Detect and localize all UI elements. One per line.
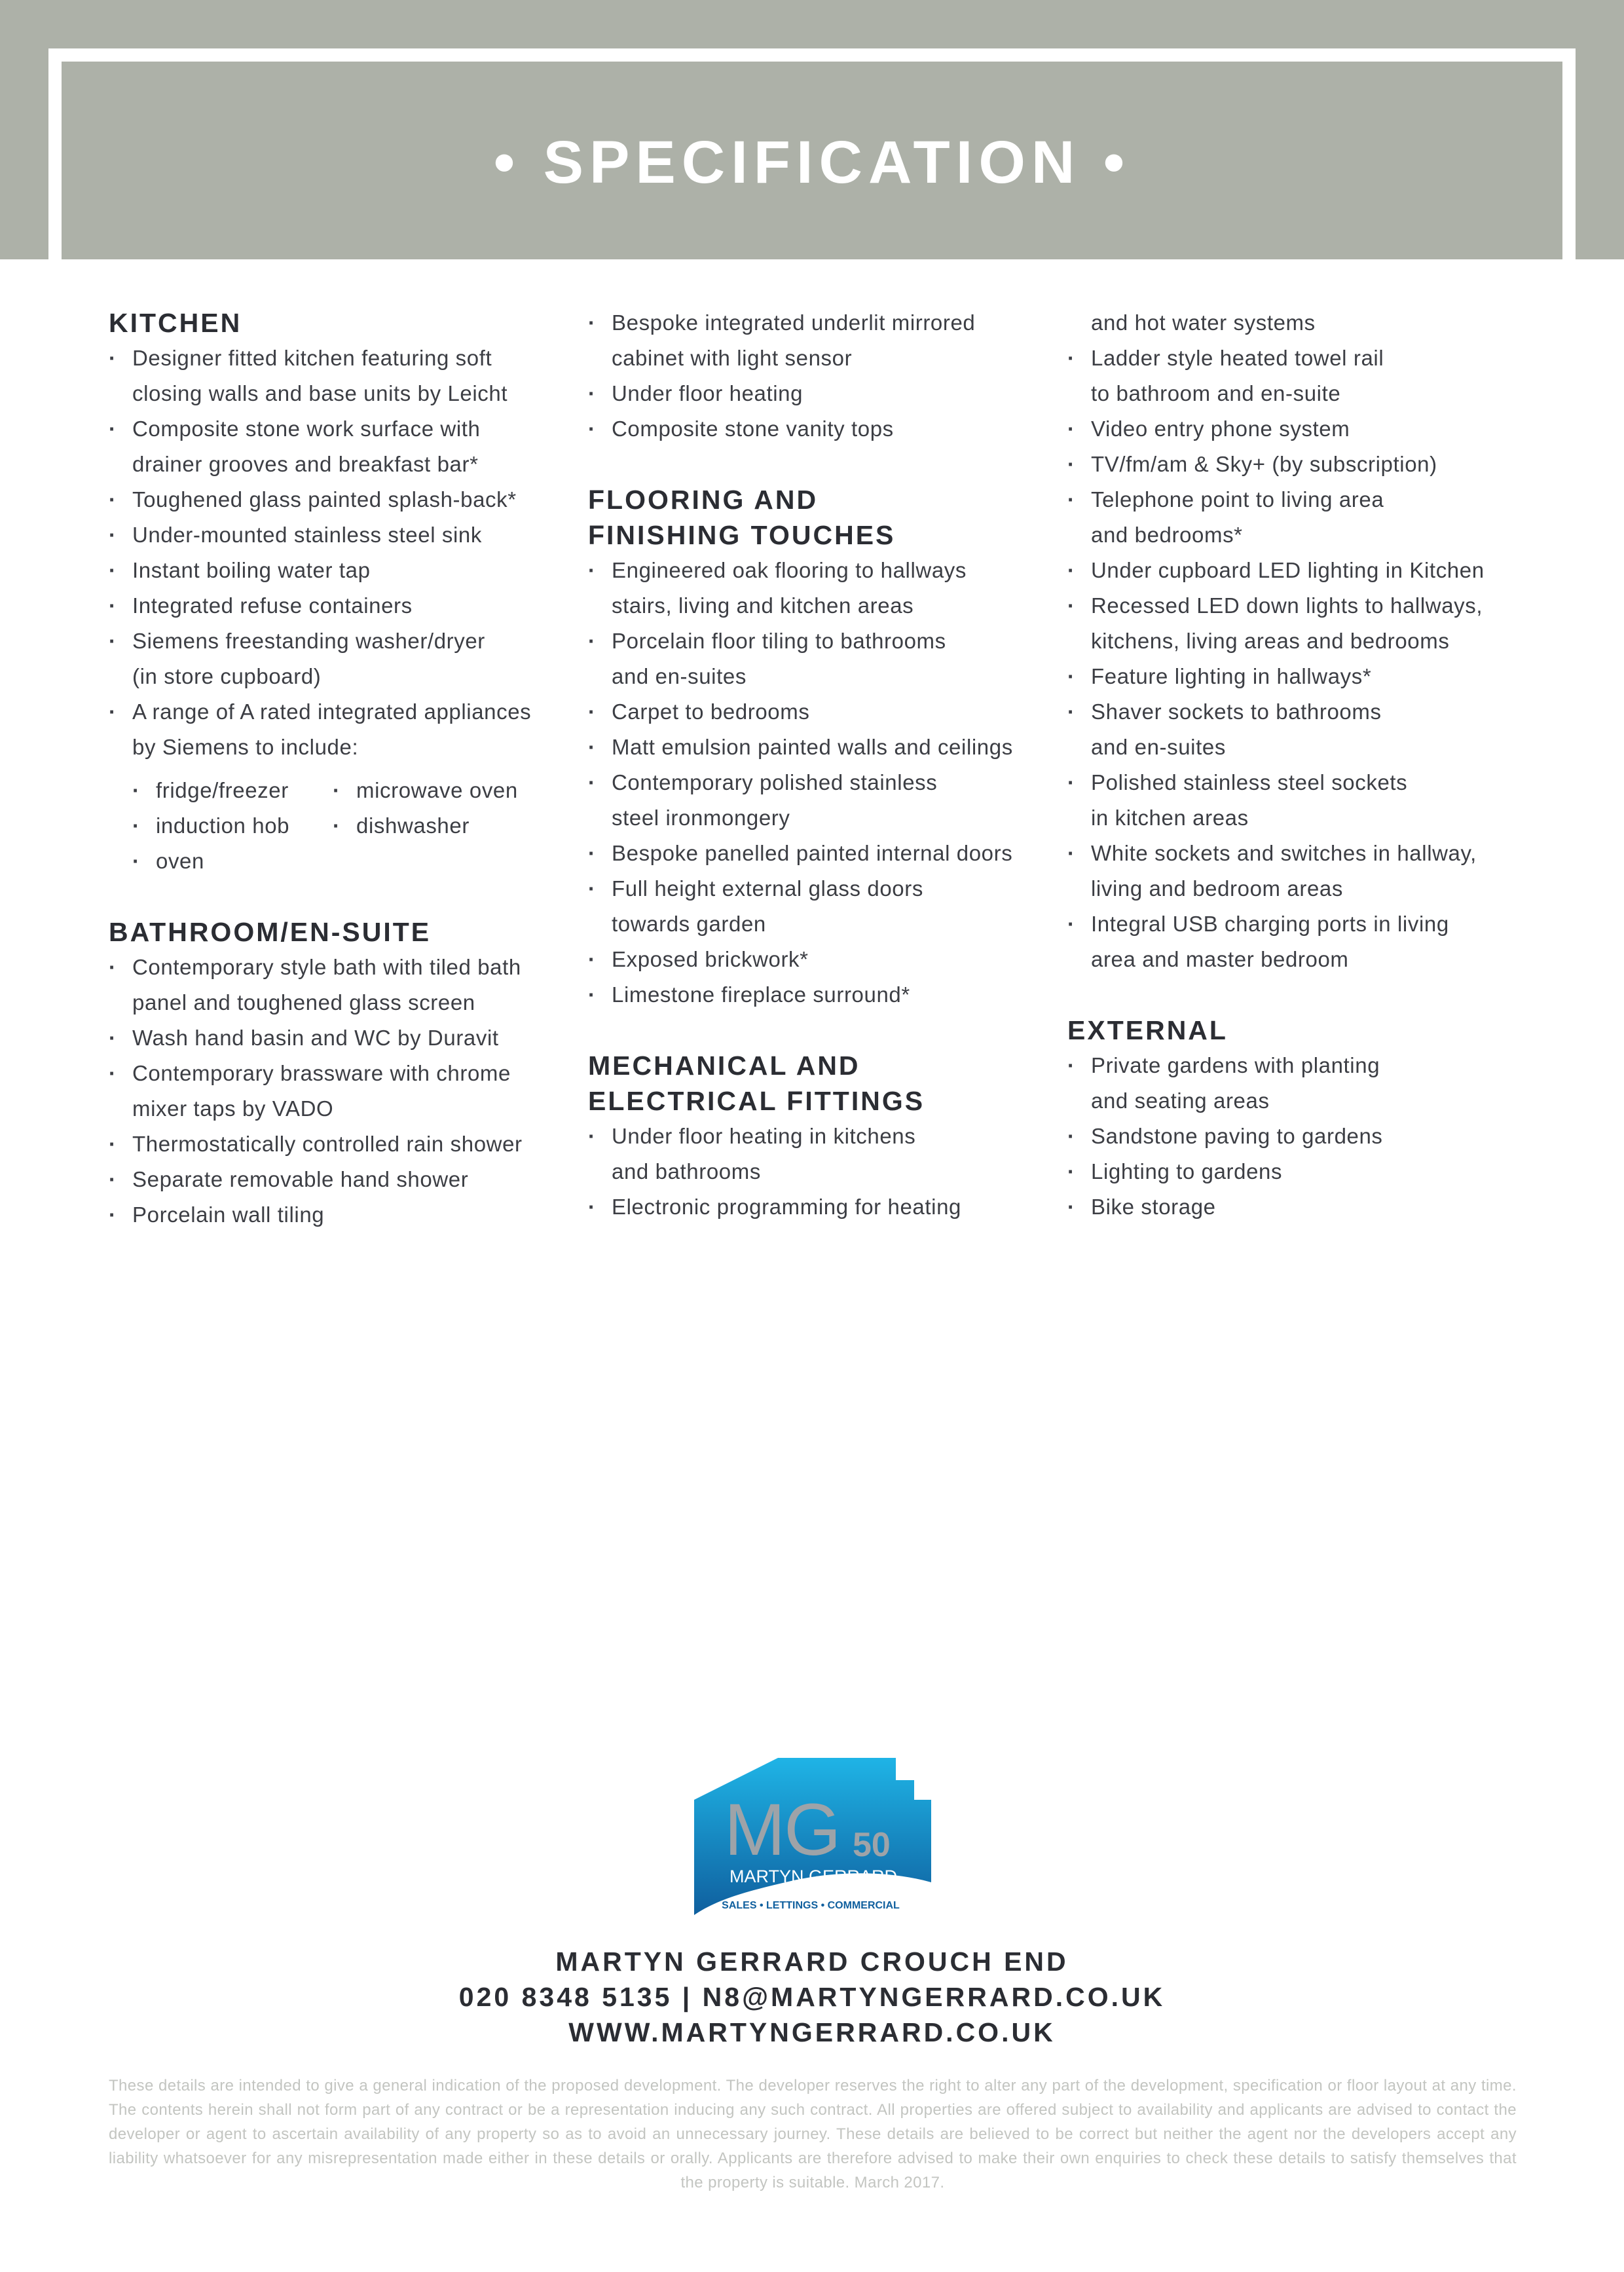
list-item-continuation: area and master bedroom (1091, 947, 1349, 971)
martyn-gerrard-logo (693, 1758, 931, 1918)
list-item-continuation: closing walls and base units by Leicht (132, 381, 508, 405)
list-item-continuation: mixer taps by VADO (132, 1096, 334, 1121)
list-item: · Designer fitted kitchen featuring soft (109, 341, 567, 376)
list-item: · Toughened glass painted splash-back* (109, 482, 567, 517)
mechanical-list-continued (1067, 305, 1526, 977)
section-title-line: FLOORING AND (588, 485, 819, 515)
list-item: · A range of A rated integrated appliances (109, 694, 567, 730)
list-item-continuation: cabinet with light sensor (612, 346, 853, 370)
list-item: · Recessed LED down lights to hallways, (1067, 588, 1526, 624)
appliance-item: · induction hob (132, 808, 333, 844)
list-item: · Polished stainless steel sockets (1067, 765, 1526, 800)
contact-phone-email: 020 8348 5135 | N8@MARTYNGERRARD.CO.UK (458, 1982, 1166, 2012)
appliance-item: · fridge/freezer (132, 773, 333, 808)
column-3 (1067, 305, 1526, 1225)
appliance-list (132, 773, 567, 879)
list-item: · Private gardens with planting (1067, 1048, 1526, 1083)
list-item: · Instant boiling water tap (109, 553, 567, 588)
list-item: · Under-mounted stainless steel sink (109, 517, 567, 553)
list-item-continuation: panel and toughened glass screen (132, 990, 475, 1015)
list-item: · Wash hand basin and WC by Duravit (109, 1020, 567, 1056)
list-item-continuation: and bedrooms* (1091, 523, 1243, 547)
list-item: · Feature lighting in hallways* (1067, 659, 1526, 694)
appliance-item: · microwave oven (333, 773, 529, 808)
list-item-continuation: and seating areas (1091, 1089, 1270, 1113)
list-item: · Porcelain wall tiling (109, 1197, 567, 1233)
list-item-continuation: drainer grooves and breakfast bar* (132, 452, 479, 476)
page-title: • SPECIFICATION • (493, 129, 1131, 196)
list-item: · TV/fm/am & Sky+ (by subscription) (1067, 447, 1526, 482)
bathroom-list (109, 950, 567, 1233)
appliance-item: · oven (132, 844, 333, 879)
mechanical-list (588, 1119, 1046, 1225)
kitchen-list (109, 341, 567, 765)
list-item: · Exposed brickwork* (588, 942, 1046, 977)
list-item: · Limestone fireplace surround* (588, 977, 1046, 1013)
list-item: · Under cupboard LED lighting in Kitchen (1067, 553, 1526, 588)
list-item-continuation: by Siemens to include: (132, 735, 359, 759)
logo-monogram: MG (724, 1789, 840, 1871)
list-item: · Contemporary polished stainless (588, 765, 1046, 800)
list-item-continuation: steel ironmongery (612, 806, 790, 830)
section-title-external: EXTERNAL (1067, 1015, 1228, 1045)
section-gap (109, 879, 567, 914)
section-title-line: FINISHING TOUCHES (588, 520, 896, 550)
list-item: · White sockets and switches in hallway, (1067, 836, 1526, 871)
list-item: · Composite stone vanity tops (588, 411, 1046, 447)
section-title-mechanical (588, 1048, 1046, 1119)
list-item: · Lighting to gardens (1067, 1154, 1526, 1189)
list-item: · Ladder style heated towel rail (1067, 341, 1526, 376)
column-1 (109, 305, 567, 1233)
list-item: · Electronic programming for heating (588, 1189, 1046, 1225)
list-item: · Under floor heating in kitchens (588, 1119, 1046, 1154)
header-banner (0, 0, 1624, 259)
list-item-continuation: and en-suites (1091, 735, 1226, 759)
contact-office: MARTYN GERRARD CROUCH END (555, 1946, 1069, 1977)
list-item-continuation: (in store cupboard) (132, 664, 322, 688)
section-title-kitchen: KITCHEN (109, 308, 242, 338)
logo-name: MARTYN GERRARD (729, 1867, 898, 1886)
list-item: · Telephone point to living area (1067, 482, 1526, 517)
bathroom-list-continued (588, 305, 1046, 447)
logo-number: 50 (853, 1826, 891, 1864)
disclaimer: These details are intended to give a general indication of the proposed development. The developer reserves the right to alter any part of the development, specification or floor layout at any time. The contents herein shall not form part of any contract or be a representation inducing any such contract. All properties are offered subject to availability and applicants are advised to contact the developer or agent to ascertain availability of any property so as to avoid an unnecessary journey. These details are believed to be correct but neither the agent nor the developers accept any liability whatsoever for any misrepresentation made either in these details or orally. Applicants are therefore advised to make their own enquiries to check these details to satisfy themselves that the property is suitable. March 2017. (109, 2077, 1517, 2191)
list-item: · Separate removable hand shower (109, 1162, 567, 1197)
list-item: · Porcelain floor tiling to bathrooms (588, 624, 1046, 659)
section-gap (588, 1013, 1046, 1048)
list-item: · Full height external glass doors (588, 871, 1046, 906)
list-item-continuation: stairs, living and kitchen areas (612, 593, 914, 618)
list-item: · Contemporary style bath with tiled bath (109, 950, 567, 985)
section-title-line: MECHANICAL AND (588, 1051, 860, 1081)
list-item: · Video entry phone system (1067, 411, 1526, 447)
list-item-continuation: to bathroom and en-suite (1091, 381, 1341, 405)
column-2 (588, 305, 1046, 1225)
flooring-list (588, 553, 1046, 1013)
list-item-continuation: and bathrooms (612, 1159, 761, 1183)
section-title-flooring (588, 482, 1046, 553)
list-item-continuation: in kitchen areas (1091, 806, 1249, 830)
list-item-continuation: towards garden (612, 912, 766, 936)
list-item-continuation: and hot water systems (1091, 310, 1316, 335)
list-item-continuation: and en-suites (612, 664, 747, 688)
list-item: · Shaver sockets to bathrooms (1067, 694, 1526, 730)
list-item: · Integrated refuse containers (109, 588, 567, 624)
section-gap (1067, 977, 1526, 1013)
logo-tagline: SALES • LETTINGS • COMMERCIAL (722, 1900, 900, 1911)
contact-website: WWW.MARTYNGERRARD.CO.UK (568, 2017, 1056, 2047)
list-item: · Carpet to bedrooms (588, 694, 1046, 730)
list-item: · Composite stone work surface with (109, 411, 567, 447)
list-item: · Engineered oak flooring to hallways (588, 553, 1046, 588)
list-item: · Bike storage (1067, 1189, 1526, 1225)
list-item: · Contemporary brassware with chrome (109, 1056, 567, 1091)
list-item: · Thermostatically controlled rain shower (109, 1127, 567, 1162)
list-item: · Sandstone paving to gardens (1067, 1119, 1526, 1154)
list-item: · Integral USB charging ports in living (1067, 906, 1526, 942)
list-item-continuation: kitchens, living areas and bedrooms (1091, 629, 1450, 653)
list-item-continuation: living and bedroom areas (1091, 876, 1343, 901)
list-item: · Matt emulsion painted walls and ceilings (588, 730, 1046, 765)
list-item: · Bespoke panelled painted internal doors (588, 836, 1046, 871)
list-item: · Under floor heating (588, 376, 1046, 411)
list-item: · Siemens freestanding washer/dryer (109, 624, 567, 659)
external-list (1067, 1048, 1526, 1225)
section-title-bathroom: BATHROOM/EN-SUITE (109, 917, 432, 947)
appliance-item: · dishwasher (333, 808, 529, 844)
section-gap (588, 447, 1046, 482)
section-title-line: ELECTRICAL FITTINGS (588, 1086, 925, 1116)
list-item: · Bespoke integrated underlit mirrored (588, 305, 1046, 341)
